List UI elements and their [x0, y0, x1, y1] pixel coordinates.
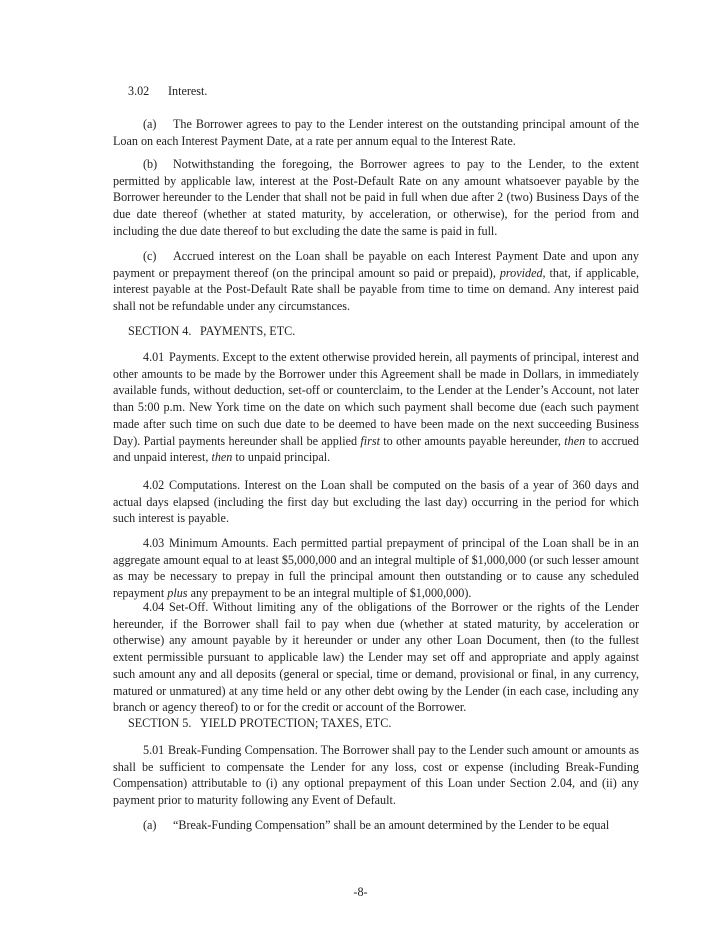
paragraph-text: Computations. Interest on the Loan shall be computed on the basis of a year of 360 days and actual days elapsed (including the first day but excluding the last day) occurring in the period for which such interest is payable. [113, 478, 639, 526]
paragraph-tag: (a) [143, 117, 157, 131]
paragraph-text: “Break-Funding Compensation” shall be an amount determined by the Lender to be equal [173, 818, 610, 832]
section-label: SECTION 5. [128, 716, 192, 730]
section-title: YIELD PROTECTION; TAXES, ETC. [200, 716, 392, 730]
paragraph-text: Break-Funding Compensation. The Borrower shall pay to the Lender such amount or amounts as shall be sufficient to compensate the Lender for any loss, cost or expense (including Break-Funding Compensation) attributable to (i) any optional prepayment of this Loan under Section 2.04, and (ii) any payment prior to maturity following any Event of Default. [113, 743, 639, 808]
paragraph-number: 4.01 [143, 350, 165, 364]
paragraph-4-02 [113, 477, 639, 527]
paragraph-number: 4.04 [143, 600, 165, 614]
paragraph-4-04 [113, 599, 639, 716]
section-3-02-heading [128, 83, 207, 100]
paragraph-text: Notwithstanding the foregoing, the Borrower agrees to pay to the Lender, to the extent permitted by applicable law, interest at the Post-Default Rate on any amount whatsoever payable by the Borrower hereunder to the Lender that shall not be paid in full when due after 2 (two) Business Days of the due date thereof (whether at stated maturity, by acceleration, or otherwise), for the period from and including the due date thereof to but excluding the date the same is paid in full. [113, 157, 639, 238]
section-label: SECTION 4. [128, 324, 192, 338]
paragraph-text-cont: to accrued and unpaid interest, [113, 433, 639, 465]
paragraph-number: 5.01 [143, 743, 165, 757]
paragraph-3-02-c [113, 248, 639, 315]
paragraph-text-cont: to other amounts payable hereunder, [379, 433, 565, 448]
paragraph-tag: (c) [143, 249, 157, 263]
paragraph-4-03 [113, 535, 639, 602]
emphasis-then: then [564, 433, 586, 448]
paragraph-text-cont: , that, if applicable, interest payable at the Post-Default Rate shall be payable from time to time on demand. Any interest paid shall not be refundable under any circumstances. [113, 265, 639, 314]
paragraph-text: Payments. Except to the extent otherwise provided herein, all payments of principal, interest and other amounts to be made by the Borrower under this Agreement shall be made in Dollars, in immediately available funds, without deduction, set-off or counterclaim, to the Lender at the Lender’s Account, not later than 5:00 p.m. New York time on the date on which such payment shall become due (each such payment made after such time on such due date to be deemed to have been made on the next succeeding Business Day). Partial payments hereunder shall be applied [113, 350, 639, 448]
emphasis-plus: plus [167, 586, 188, 601]
emphasis-first: first [360, 433, 380, 448]
paragraph-text: Accrued interest on the Loan shall be payable on each Interest Payment Date and upon any payment or prepayment thereof (on the principal amount so paid or prepaid), [113, 249, 639, 280]
section-title: PAYMENTS, ETC. [200, 324, 296, 338]
paragraph-text-cont: any prepayment to be an integral multiple of $1,000,000). [187, 586, 472, 601]
section-number: 3.02 [128, 84, 150, 98]
paragraph-number: 4.03 [143, 536, 165, 550]
paragraph-5-01-a [113, 817, 639, 834]
paragraph-text: The Borrower agrees to pay to the Lender interest on the outstanding principal amount of the Loan on each Interest Payment Date, at a rate per annum equal to the Interest Rate. [113, 117, 639, 148]
paragraph-text: Set-Off. Without limiting any of the obligations of the Borrower or the rights of the Lender hereunder, if the Borrower shall fail to pay when due (whether at stated maturity, by acceleration or otherwise) any amount payable by it hereunder or under any other Loan Document, then (to the fullest extent permissible pursuant to applicable law) the Lender may set off and appropriate and apply against such amount any and all deposits (general or special, time or demand, provisional or final, in any currency, matured or unmatured) at any time held or any other debt owing by the Lender (in each case, including any branch or agency thereof) to or for the credit or account of the Borrower. [113, 600, 639, 715]
section-5-heading [128, 715, 391, 732]
paragraph-5-01 [113, 742, 639, 809]
emphasis-then: then [211, 450, 233, 465]
section-4-heading [128, 323, 295, 340]
paragraph-4-01 [113, 349, 639, 466]
page-number: -8- [353, 885, 368, 899]
paragraph-3-02-a [113, 116, 639, 149]
paragraph-text-cont: to unpaid principal. [232, 450, 331, 465]
section-title: Interest. [168, 84, 208, 98]
paragraph-number: 4.02 [143, 478, 165, 492]
paragraph-tag: (b) [143, 157, 158, 171]
paragraph-3-02-b [113, 156, 639, 240]
emphasis-provided: provided [499, 265, 543, 280]
paragraph-text: Minimum Amounts. Each permitted partial prepayment of principal of the Loan shall be in an aggregate amount equal to at least $5,000,000 and an integral multiple of $1,000,000 (or such lesser amount as may be necessary to prepay in full the principal amount then outstanding or to cause any scheduled repayment [113, 536, 639, 601]
paragraph-tag: (a) [143, 818, 157, 832]
